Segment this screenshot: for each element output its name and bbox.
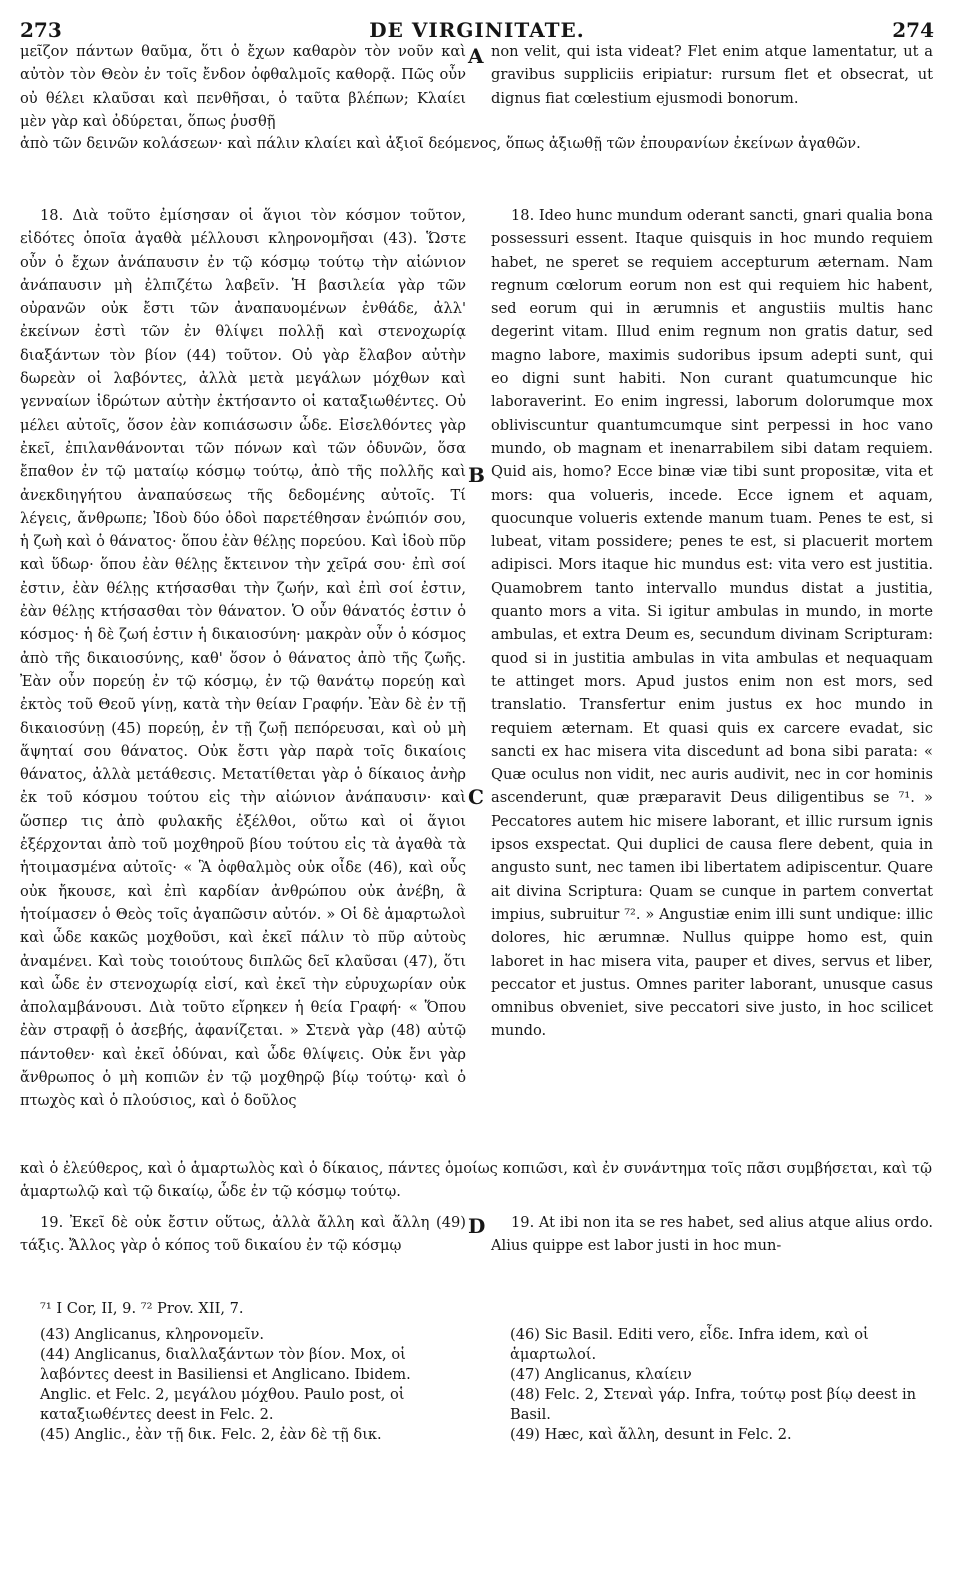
margin-letter-d: D [468,1214,486,1238]
spanning-line-1: ἀπὸ τῶν δεινῶν κολάσεων· καὶ πάλιν κλαίει καὶ ἀξιοῖ δεόμενος, ὅπως ἀξιωθῇ τῶν ἐπουρανίων ἐκείνων ἀγαθῶν. [20,135,861,152]
footnotes-left [40,1325,460,1445]
greek-column-section-18 [20,204,466,1113]
margin-letter-a: A [468,44,484,68]
margin-letter-c: C [468,785,484,809]
latin-section-18: 18. Ideo hunc mundum oderant sancti, gnari qualia bona possessuri essent. Itaque quisquis in hoc mundo requiem habet, ne speret se requiem accepturum æternam. Nam regnum cœlorum eorum non est qui requiem hic habent, sed eorum qui in ærumnis et angustiis multis hanc degerint vitam. Illud enim regnum non gratis datur, sed magno labore, maximis sudoribus ipsum adepti sunt, qui eo digni sunt habiti. Non curant quatumcunque hic laboraverint. Eo enim ingressi, laborum dolorumque mox obliviscuntur quantumcumque sint perpessi in hoc vano mundo, ob magnam et inenarrabilem sibi datam requiem. Quid ais, homo? Ecce binæ viæ tibi sunt propositæ, vita et mors: qua volueris, incede. Ecce ignem et aquam, quocunque volueris extende manum tuam. Penes te est, si lubeat, vitam possidere; penes te est, si placuerit mortem adipisci. Mors itaque hic mundus est: vita vero est justitia. Quamobrem tanto intervallo mundus distat a justitia, quanto mors a vita. Si igitur ambulas in mundo, in morte ambulas, et extra Deum es, secundum divinam Scripturam: quod si in justitia ambulas in vita ambulas et nequaquam te attinget mors. Apud justos enim non est mors, sed translatio. Transfertur enim justus ex hoc mundo in requiem æternam. Et quasi quis ex carcere evadat, sic sancti ex hac misera vita discedunt ad bona sibi parata: « Quæ oculus non vidit, nec auris audivit, nec in cor hominis ascenderunt, quæ præparavit Deus diligentibus se ⁷¹. » Peccatores autem hic misere laborant, et illic rursum ignis ipsos exspectat. Qui duplici de causa flere debent, quia in angusto sunt, nec tamen ibi libertatem adipiscentur. Quare ait divina Scriptura: Quam se cunque in partem convertat impius, subruitur ⁷². » Angustiæ enim illi sunt undique: illic dolores, hic ærumnæ. Nullus quippe homo est, quin laboret in hac misera vita, pauper et dives, servus et liber, peccator et justus. Omnes pariter laborant, unusque casus omnibus obveniet, sive peccatori sive justo, in hoc scilicet mundo. [491,207,933,1040]
greek-paragraph-1: μεῖζον πάντων θαῦμα, ὅτι ὁ ἔχων καθαρὸν τὸν νοῦν καὶ αὐτὸν τὸν Θεὸν ἐν τοῖς ἔνδον ὀφθαλμοῖς καθορᾷ. Πῶς οὖν οὐ θέλει κλαῦσαι καὶ πενθῆσαι, ὁ ταῦτα βλέπων; Κλαίει μὲν γὰρ καὶ ὀδύρεται, ὅπως ῥυσθῇ [20,43,466,130]
footnote-47: (47) Anglicanus, κλαίειν [510,1366,692,1383]
page-number-right: 274 [892,18,934,42]
greek-section-19: 19. Ἐκεῖ δὲ οὐκ ἔστιν οὕτως, ἀλλὰ ἄλλη καὶ ἄλλη (49) τάξις. Ἄλλος γὰρ ὁ κόπος τοῦ δικαίου ἐν τῷ κόσμῳ [20,1214,466,1255]
latin-section-19: 19. At ibi non ita se res habet, sed alius atque alius ordo. Alius quippe est labor justi in hoc mun- [491,1214,933,1255]
latin-column-section-18 [491,204,933,1043]
footnotes-right [510,1325,935,1445]
footnote-49: (49) Hæc, καὶ ἄλλη, desunt in Felc. 2. [510,1426,792,1443]
greek-column [20,40,466,133]
page-number-left: 273 [20,18,62,42]
footnote-46: (46) Sic Basil. Editi vero, εἶδε. Infra idem, καὶ οἱ ἁμαρτωλοί. [510,1326,869,1363]
margin-letter-b: B [468,463,485,487]
latin-column [491,40,933,110]
footnote-44: (44) Anglicanus, διαλλαξάντων τὸν βίον. Mox, οἱ λαβόντες deest in Basiliensi et Anglicano. Ibidem. Anglic. et Felc. 2, μεγάλου μόχθου. Paulo post, οἱ καταξιωθέντες deest in Felc. 2. [40,1346,411,1423]
greek-section-18: 18. Διὰ τοῦτο ἐμίσησαν οἱ ἅγιοι τὸν κόσμον τοῦτον, εἰδότες ὁποῖα ἀγαθὰ μέλλουσι κληρονομῆσαι (43). Ὥστε οὖν ὁ ἔχων ἀνάπαυσιν ἐν τῷ κόσμῳ τούτῳ τὴν αἰώνιον ἀνάπαυσιν μὴ ἐλπιζέτω λαβεῖν. Ἡ βασιλεία γὰρ τῶν οὐρανῶν οὐκ ἔστι τῶν ἀναπαυομένων ἐνθάδε, ἀλλ' ἐκείνων ἐστὶ τῶν ἐν θλίψει πολλῇ καὶ στενοχωρίᾳ διαξάντων τὸν βίον (44) τοῦτον. Οὐ γὰρ ἔλαβον αὐτὴν δωρεὰν οἱ λαβόντες, ἀλλὰ μετὰ μεγάλων μόχθων καὶ γενναίων ἱδρώτων αὐτὴν ἐκτήσαντο οἱ καταξιωθέντες. Οὐ μέλει αὐτοῖς, ὅσον ἐὰν κοπιάσωσιν ὧδε. Εἰσελθόντες γὰρ ἐκεῖ, ἐπιλανθάνονται τῶν πόνων καὶ τῶν ὀδυνῶν, ὅσα ἔπαθον ἐν τῷ ματαίῳ κόσμῳ τούτῳ, ἀπὸ τῆς πολλῆς καὶ ἀνεκδιηγήτου ἀναπαύσεως τῆς δεδομένης αὐτοῖς. Τί λέγεις, ἄνθρωπε; Ἰδοὺ δύο ὁδοὶ παρετέθησαν ἐνώπιόν σου, ἡ ζωὴ καὶ ὁ θάνατος· ὅπου ἐὰν θέλῃς πορεύου. Καὶ ἰδοὺ πῦρ καὶ ὕδωρ· ὅπου ἐὰν θέλῃς ἔκτεινον τὴν χεῖρά σου· ἐπὶ σοί ἐστιν, ἐὰν θέλῃς κτήσασθαι τὴν ζωήν, καὶ ἐπὶ σοί ἐστιν, ἐὰν θέλῃς κτήσασθαι τὸν θάνατον. Ὁ οὖν θάνατός ἐστιν ὁ κόσμος· ἡ δὲ ζωή ἐστιν ἡ δικαιοσύνη· μακρὰν οὖν ὁ κόσμος ἀπὸ τῆς δικαιοσύνης, καθ' ὅσον ὁ θάνατος ἀπὸ τῆς ζωῆς. Ἐὰν οὖν πορεύῃ ἐν τῷ κόσμῳ, ἐν τῷ θανάτῳ πορεύῃ καὶ ἐκτὸς τοῦ Θεοῦ γίνῃ, κατὰ τὴν θείαν Γραφήν. Ἐὰν δὲ ἐν τῇ δικαιοσύνῃ (45) πορεύῃ, ἐν τῇ ζωῇ πεπόρευσαι, καὶ οὐ μὴ ἅψηταί σου θάνατος. Οὐκ ἔστι γὰρ παρὰ τοῖς δικαίοις θάνατος, ἀλλὰ μετάθεσις. Μετατίθεται γὰρ ὁ δίκαιος ἀνὴρ ἐκ τοῦ κόσμου τούτου εἰς τὴν αἰώνιον ἀνάπαυσιν· καὶ ὥσπερ τις ἀπὸ φυλακῆς ἐξέλθοι, οὕτω καὶ οἱ ἅγιοι ἐξέρχονται ἀπὸ τοῦ μοχθηροῦ βίου τούτου εἰς τὰ ἀγαθὰ τὰ ἡτοιμασμένα αὐτοῖς· « Ἃ ὀφθαλμὸς οὐκ οἶδε (46), καὶ οὖς οὐκ ἤκουσε, καὶ ἐπὶ καρδίαν ἀνθρώπου οὐκ ἀνέβη, ἃ ἡτοίμασεν ὁ Θεὸς τοῖς ἀγαπῶσιν αὐτόν. » Οἱ δὲ ἁμαρτωλοὶ καὶ ὧδε κακῶς μοχθοῦσι, καὶ ἐκεῖ πάλιν τὸ πῦρ αὐτοὺς ἀναμένει. Καὶ τοὺς τοιούτους διπλῶς δεῖ κλαῦσαι (47), ὅτι καὶ ὧδε ἐν στενοχωρίᾳ εἰσί, καὶ ἐκεῖ τὴν εὐρυχωρίαν οὐκ ἀπολαμβάνουσι. Διὰ τοῦτο εἴρηκεν ἡ θεία Γραφή· « Ὅπου ἐὰν στραφῇ ὁ ἀσεβής, ἀφανίζεται. » Στενὰ γὰρ (48) αὐτῷ πάντοθεν· καὶ ἐκεῖ ὀδύναι, καὶ ὧδε θλίψεις. Οὐκ ἔνι γὰρ ἄνθρωπος ὁ μὴ κοπιῶν ἐν τῷ μοχθηρῷ βίῳ τούτῳ· καὶ ὁ πτωχὸς καὶ ὁ πλούσιος, καὶ ὁ δοῦλος [20,207,466,1110]
footnote-43: (43) Anglicanus, κληρονομεῖν. [40,1326,265,1343]
footnote-48: (48) Felc. 2, Στεναὶ γάρ. Infra, τούτῳ post βίῳ deest in Basil. [510,1386,917,1423]
latin-section-19-column [491,1211,933,1258]
greek-section-19-column [20,1211,466,1258]
scripture-references: ⁷¹ I Cor, II, 9. ⁷² Prov. XII, 7. [40,1300,244,1317]
spanning-line-2: καὶ ὁ ἐλεύθερος, καὶ ὁ ἁμαρτωλὸς καὶ ὁ δίκαιος, πάντες ὁμοίως κοπιῶσι, καὶ ἐν συνάντημα τοῖς πᾶσι συμβήσεται, καὶ τῷ ἁμαρτωλῷ καὶ τῷ δικαίῳ, ὧδε ἐν τῷ κόσμῳ τούτῳ. [20,1160,932,1201]
running-title: DE VIRGINITATE. [369,18,585,42]
footnote-45: (45) Anglic., ἐὰν τῇ δικ. Felc. 2, ἐὰν δὲ τῇ δικ. [40,1426,382,1443]
latin-paragraph-1: non velit, qui ista videat? Flet enim atque lamentatur, ut a gravibus suppliciis eripiatur: rursum flet et obsecrat, ut dignus fiat cœlestium ejusmodi bonorum. [491,43,933,107]
